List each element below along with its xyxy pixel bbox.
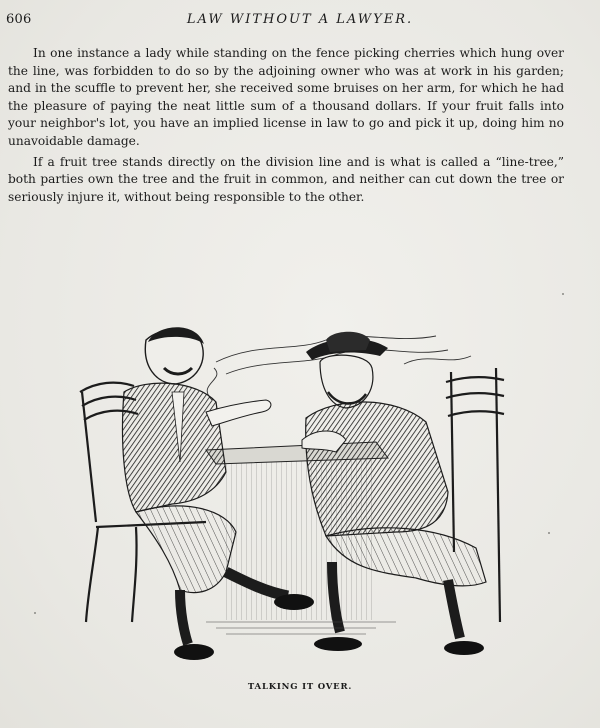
page-number: 606 [6,12,32,27]
figure-caption: TALKING IT OVER. [247,682,353,692]
illustration-two-men-talking [76,322,506,668]
print-speck [548,532,550,534]
paragraph: In one instance a lady while standing on the fence picking cherries which hung over the line, was forbidden to do so by the adjoining owner who was at work in his garden; and in the scuffle to prevent her, she received some bruises on her arm, for which he had the pleasure of paying the neat little sum of a thousand dollars. If your fruit falls into your neighbor's lot, you have an implied license in law to go and pick it up, doing him no unavoidable damage. [8,46,564,148]
body-text [8,45,564,209]
paragraph: If a fruit tree stands directly on the division line and is what is called a “line-tree,” both parties own the tree and the fruit in common, and neither can cut down the tree or seriously injure it, without being responsible to the other. [8,154,564,204]
print-speck [34,612,36,614]
running-title: LAW WITHOUT A LAWYER. [186,12,414,27]
print-speck [562,293,564,295]
floor-drawing [206,622,396,634]
